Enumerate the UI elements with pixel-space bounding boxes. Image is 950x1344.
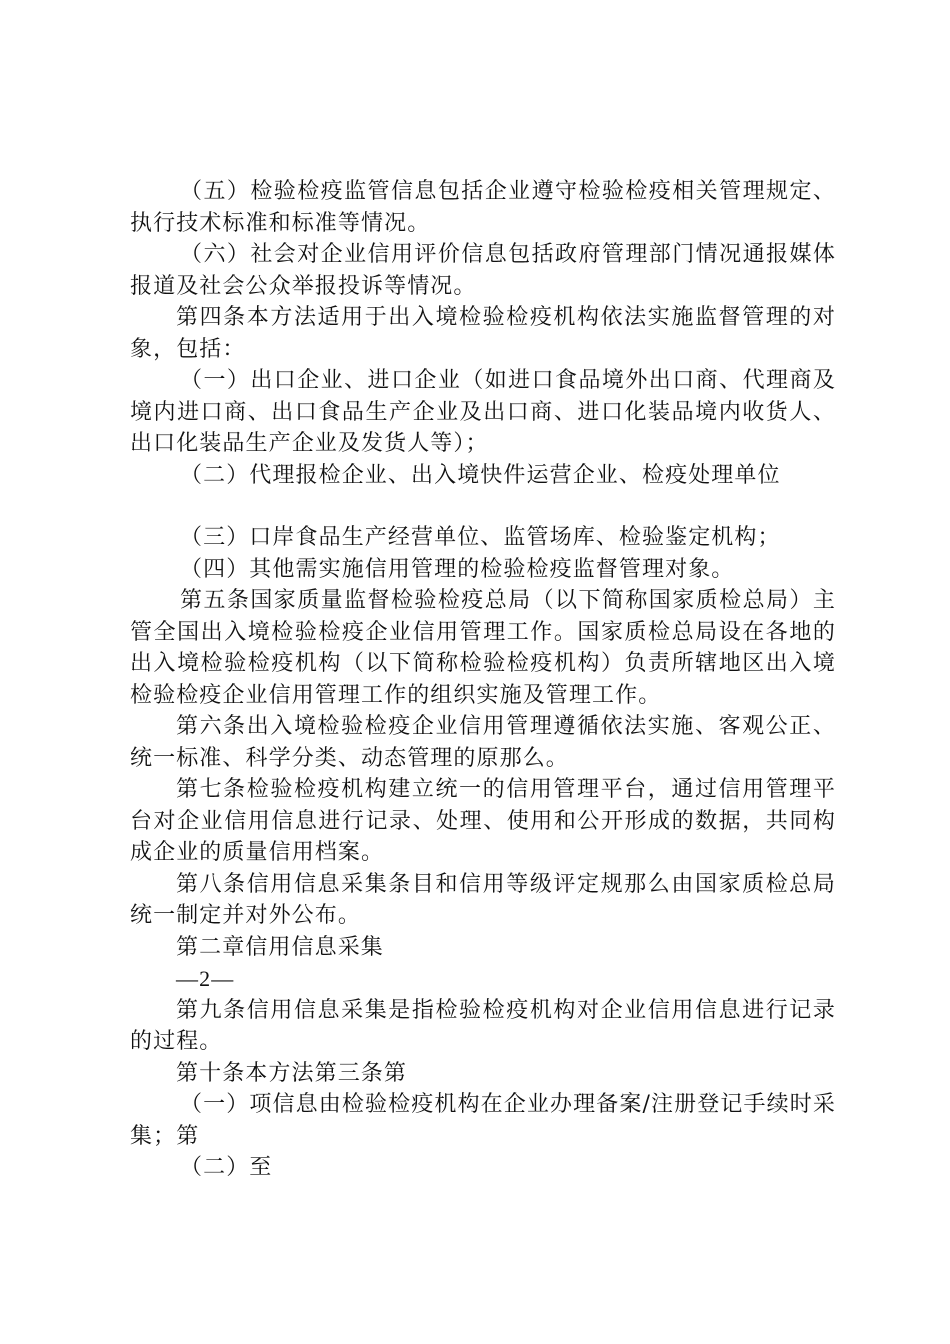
paragraph-article-10: 第十条本方法第三条第 xyxy=(176,1060,408,1086)
paragraph-article-8: 第八条信用信息采集条目和信用等级评定规那么由国家质检总局统一制定并对外公布。 xyxy=(130,871,836,928)
paragraph-article-5: 第五条国家质量监督检验检疫总局（以下简称国家质检总局）主管全国出入境检验检疫企业信用管理工作。国家质检总局设在各地的出入境检验检疫机构（以下简称检验检疫机构）负责所辖地区出入境检验检疫企业信用管理工作的组织实施及管理工作。 xyxy=(130,588,836,708)
paragraph-item-6: （六）社会对企业信用评价信息包括政府管理部门情况通报媒体报道及社会公众举报投诉等情况。 xyxy=(130,242,836,299)
page-number: —2— xyxy=(176,966,235,991)
paragraph-article-7: 第七条检验检疫机构建立统一的信用管理平台，通过信用管理平台对企业信用信息进行记录、处理、使用和公开形成的数据，共同构成企业的质量信用档案。 xyxy=(130,777,836,865)
paragraph-article-9: 第九条信用信息采集是指检验检疫机构对企业信用信息进行记录的过程。 xyxy=(130,997,836,1054)
paragraph-item-1: （一）出口企业、进口企业（如进口食品境外出口商、代理商及境内进口商、出口食品生产企业及出口商、进口化装品境内收货人、出口化装品生产企业及发货人等）； xyxy=(130,368,836,456)
paragraph-article-4: 第四条本方法适用于出入境检验检疫机构依法实施监督管理的对象，包括： xyxy=(130,305,836,362)
chapter-heading: 第二章信用信息采集 xyxy=(176,934,384,960)
paragraph-item-2: （二）代理报检企业、出入境快件运营企业、检疫处理单位 xyxy=(180,462,781,488)
paragraph-item-5: （五）检验检疫监管信息包括企业遵守检验检疫相关管理规定、执行技术标准和标准等情况。 xyxy=(130,179,836,236)
paragraph-article-10-item-1: （一）项信息由检验检疫机构在企业办理备案/注册登记手续时采集；第 xyxy=(130,1092,836,1149)
paragraph-item-3: （三）口岸食品生产经营单位、监管场库、检验鉴定机构； xyxy=(180,525,781,550)
paragraph-article-6: 第六条出入境检验检疫企业信用管理遵循依法实施、客观公正、统一标准、科学分类、动态管理的原那么。 xyxy=(130,714,836,771)
paragraph-article-10-item-2: （二）至 xyxy=(180,1155,273,1180)
blank-line xyxy=(130,491,836,522)
document-body xyxy=(130,176,836,1184)
paragraph-item-4: （四）其他需实施信用管理的检验检疫监督管理对象。 xyxy=(180,556,735,582)
